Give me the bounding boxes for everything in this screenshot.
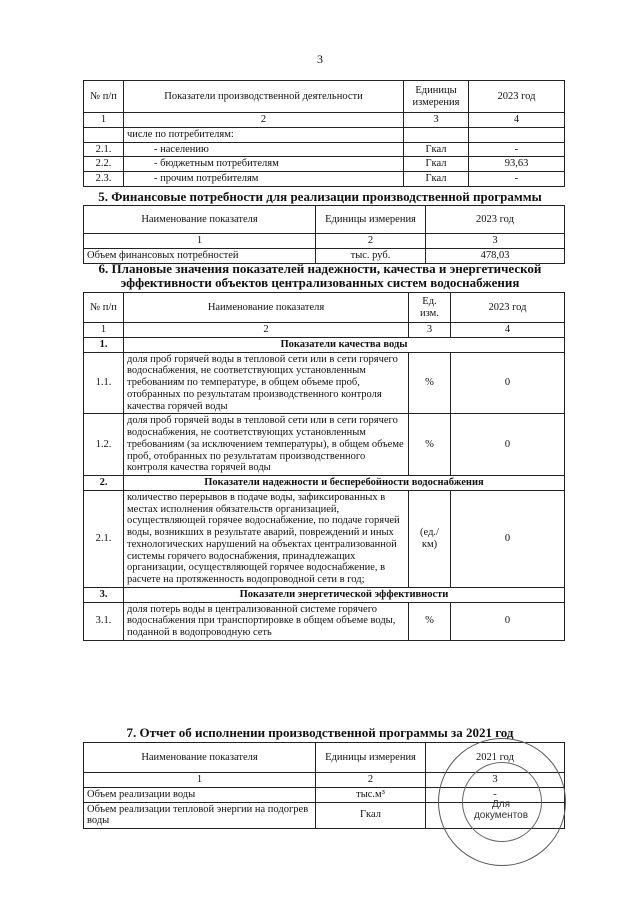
- production-indicators-table: [83, 80, 565, 187]
- table-row: Объем реализации тепловой энергии на подогрев воды Гкал: [84, 802, 565, 829]
- col-header-num: № п/п: [84, 81, 124, 113]
- section-5-heading: 5. Финансовые потребности для реализации производственной программы: [98, 189, 542, 204]
- table-row: 2.3. - прочим потребителям Гкал -: [84, 172, 565, 187]
- program-report-table: Наименование показателя Единицы измерения 2021 год 1 2 3 Объем реализации воды тыс.м³ - Объем реализации тепловой энергии на подогрев воды Гкал: [83, 742, 565, 829]
- col-num-4: 4: [469, 113, 565, 128]
- col-num-1: 1: [84, 113, 124, 128]
- reliability-indicators-table: № п/п Наименование показателя Ед. изм. 2023 год 1 2 3 4 1. Показатели качества воды 1.1. доля проб горячей воды в тепловой сети или в сети горячего водоснабжения, не соответствующих установленным требованиям по температуре, в общем объеме проб, отобранных по результатам производственного контроля качества горячей воды % 0 1.2. доля проб горячей воды в тепловой сети или в сети горячего водоснабжения, не соответствующих установленным требованиям (за исключением температуры), в общем объеме проб, отобранных по результатам производственного контроля качества горячей воды % 0 2. Показатели надежности и бесперебойности водоснабжения 2.1. количество перерывов в подаче воды, зафиксированных в местах исполнения обязательств организацией, осуществляющей горячее водоснабжение, по подаче горячей воды, возникших в результате аварий, повреждений и иных технологических нарушений на объектах централизованной системы горячего водоснабжения, принадлежащих организации, осуществляющей горячее водоснабжение, в расчете на протяженность водопроводной сети в год; (ед./ км) 0 3. Показатели энергетической эффективности 3.1. доля потерь воды в централизованной системе горячего водоснабжения при транспортировке в общем объеме воды, поданной в водопроводную сеть % 0: [83, 292, 565, 641]
- col-header-name: Наименование показателя: [124, 293, 409, 323]
- col-header-year: 2021 год: [426, 743, 565, 773]
- table-row: 1.2. доля проб горячей воды в тепловой сети или в сети горячего водоснабжения, не соответствующих установленным требованиям (за исключением температуры), в общем объеме проб, отобранных по результатам производственного контроля качества горячей воды % 0: [84, 414, 565, 476]
- group-row: 3. Показатели энергетической эффективности: [84, 587, 565, 602]
- col-header-num: № п/п: [84, 293, 124, 323]
- table-row: 1.1. доля проб горячей воды в тепловой сети или в сети горячего водоснабжения, не соответствующих установленным требованиям по температуре, в общем объеме проб, отобранных по результатам производственного контроля качества горячей воды % 0: [84, 352, 565, 414]
- col-header-unit: Единицы измерения: [316, 206, 426, 234]
- col-header-year: 2023 год: [469, 81, 565, 113]
- table-row: Объем реализации воды тыс.м³ -: [84, 787, 565, 802]
- table-row: Объем финансовых потребностей тыс. руб. 478,03: [84, 248, 565, 263]
- stamp-text: Для документов: [473, 799, 529, 821]
- col-num-2: 2: [124, 113, 404, 128]
- col-header-name: Наименование показателя: [84, 206, 316, 234]
- section-6-heading: 6. Плановые значения показателей надежности, качества и энергетической эффективности объектов централизованных систем водоснабжения: [98, 261, 542, 291]
- table-row: 3.1. доля потерь воды в централизованной системе горячего водоснабжения при транспортировке в общем объеме воды, поданной в водопроводную сеть % 0: [84, 602, 565, 640]
- group-row: 2. Показатели надежности и бесперебойности водоснабжения: [84, 476, 565, 491]
- col-header-unit: Ед. изм.: [409, 293, 451, 323]
- table-subtitle: числе по потребителям:: [124, 127, 404, 142]
- page-number: 3: [317, 52, 323, 66]
- col-header-name: Показатели производственной деятельности: [124, 81, 404, 113]
- col-header-year: 2023 год: [426, 206, 565, 234]
- financial-needs-table: Наименование показателя Единицы измерения 2023 год 1 2 3 Объем финансовых потребностей тыс. руб. 478,03: [83, 205, 565, 264]
- table-row: 2.2. - бюджетным потребителям Гкал 93,63: [84, 157, 565, 172]
- group-row: 1. Показатели качества воды: [84, 337, 565, 352]
- col-header-name: Наименование показателя: [84, 743, 316, 773]
- table-row: 2.1. количество перерывов в подаче воды, зафиксированных в местах исполнения обязательств организацией, осуществляющей горячее водоснабжение, по подаче горячей воды, возникших в результате аварий, повреждений и иных технологических нарушений на объектах централизованной системы горячего водоснабжения, принадлежащих организации, осуществляющей горячее водоснабжение, в расчете на протяженность водопроводной сети в год; (ед./ км) 0: [84, 490, 565, 587]
- col-header-unit: Единицы измерения: [316, 743, 426, 773]
- section-7-heading: 7. Отчет об исполнении производственной программы за 2021 год: [126, 725, 514, 740]
- col-header-unit: Единицы измерения: [404, 81, 469, 113]
- table-row: 2.1. - населению Гкал -: [84, 142, 565, 157]
- col-header-year: 2023 год: [451, 293, 565, 323]
- col-num-3: 3: [404, 113, 469, 128]
